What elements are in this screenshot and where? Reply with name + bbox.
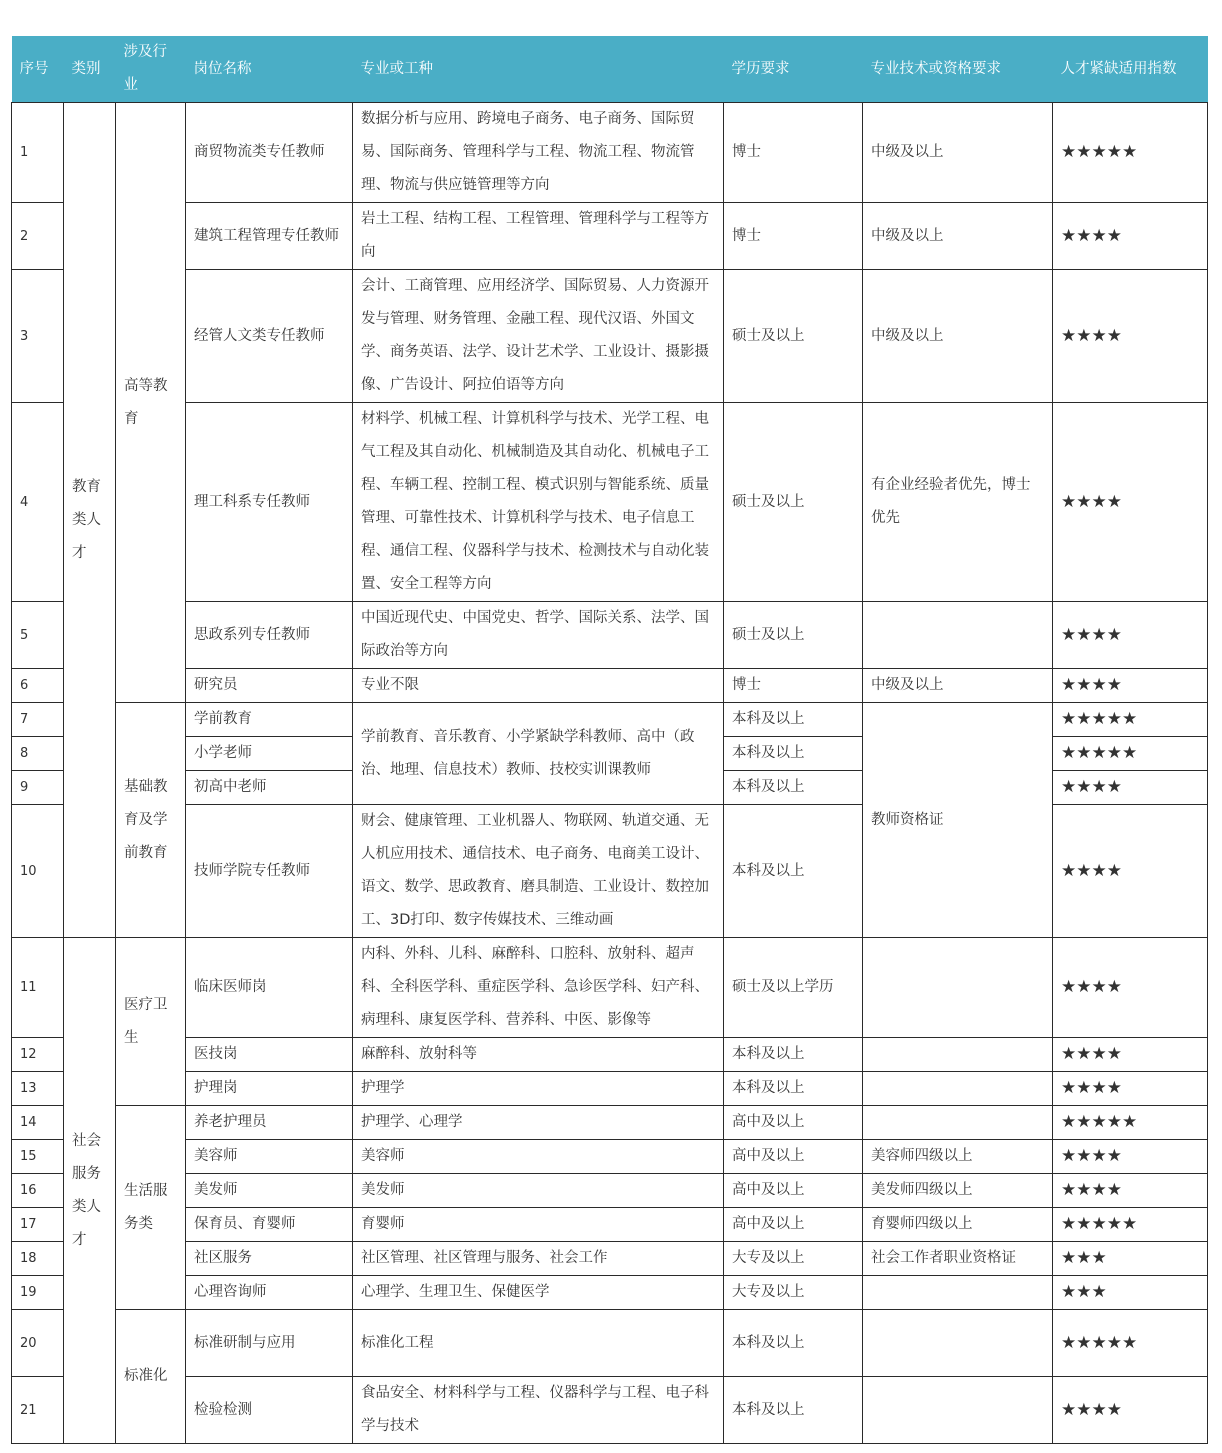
- header-index: 人才紧缺适用指数: [1053, 36, 1208, 103]
- post-cell: 初高中老师: [186, 771, 353, 805]
- star-rating: ★★★★: [1053, 203, 1208, 270]
- row-no: 14: [12, 1106, 64, 1140]
- row-no: 10: [12, 805, 64, 938]
- major-cell: 学前教育、音乐教育、小学紧缺学科教师、高中（政治、地理、信息技术）教师、技校实训课教师: [353, 703, 724, 805]
- major-cell: 会计、工商管理、应用经济学、国际贸易、人力资源开发与管理、财务管理、金融工程、现代汉语、外国文学、商务英语、法学、设计艺术学、工业设计、摄影摄像、广告设计、阿拉伯语等方向: [353, 270, 724, 403]
- star-rating: ★★★★: [1053, 602, 1208, 669]
- star-rating: ★★★★★: [1053, 737, 1208, 771]
- table-row: [12, 1276, 1208, 1310]
- education-cell: 本科及以上: [724, 1310, 863, 1377]
- qualification-cell: [863, 1310, 1053, 1377]
- row-no: 18: [12, 1242, 64, 1276]
- education-cell: 博士: [724, 669, 863, 703]
- star-rating: ★★★★: [1053, 1072, 1208, 1106]
- post-cell: 标准研制与应用: [186, 1310, 353, 1377]
- star-rating: ★★★★: [1053, 771, 1208, 805]
- qualification-cell: [863, 1276, 1053, 1310]
- table-row: [12, 1140, 1208, 1174]
- post-cell: 检验检测: [186, 1377, 353, 1444]
- post-cell: 医技岗: [186, 1038, 353, 1072]
- qualification-cell: [863, 1072, 1053, 1106]
- row-no: 12: [12, 1038, 64, 1072]
- major-cell: 美容师: [353, 1140, 724, 1174]
- major-cell: 美发师: [353, 1174, 724, 1208]
- qualification-cell: 中级及以上: [863, 270, 1053, 403]
- education-cell: 博士: [724, 103, 863, 203]
- row-no: 21: [12, 1377, 64, 1444]
- education-cell: 本科及以上: [724, 1072, 863, 1106]
- qualification-cell: 中级及以上: [863, 103, 1053, 203]
- star-rating: ★★★★★: [1053, 103, 1208, 203]
- major-cell: 心理学、生理卫生、保健医学: [353, 1276, 724, 1310]
- major-cell: 护理学、心理学: [353, 1106, 724, 1140]
- table-row: [12, 1208, 1208, 1242]
- row-no: 13: [12, 1072, 64, 1106]
- qualification-cell: [863, 1106, 1053, 1140]
- row-no: 5: [12, 602, 64, 669]
- row-no: 3: [12, 270, 64, 403]
- post-cell: 心理咨询师: [186, 1276, 353, 1310]
- row-no: 9: [12, 771, 64, 805]
- post-cell: 建筑工程管理专任教师: [186, 203, 353, 270]
- row-no: 8: [12, 737, 64, 771]
- major-cell: 食品安全、材料科学与工程、仪器科学与工程、电子科学与技术: [353, 1377, 724, 1444]
- row-no: 20: [12, 1310, 64, 1377]
- industry-cell: 医疗卫生: [116, 938, 186, 1106]
- header-category: 类别: [64, 36, 116, 103]
- qualification-cell: [863, 1038, 1053, 1072]
- education-cell: 本科及以上: [724, 737, 863, 771]
- table-row: [12, 669, 1208, 703]
- qualification-cell: 有企业经验者优先，博士优先: [863, 403, 1053, 602]
- talent-table: [11, 36, 1208, 1444]
- qualification-cell: 育婴师四级以上: [863, 1208, 1053, 1242]
- table-row: [12, 703, 1208, 737]
- row-no: 16: [12, 1174, 64, 1208]
- qualification-cell: 美容师四级以上: [863, 1140, 1053, 1174]
- table-row: [12, 938, 1208, 1038]
- row-no: 2: [12, 203, 64, 270]
- header-post: 岗位名称: [186, 36, 353, 103]
- major-cell: 麻醉科、放射科等: [353, 1038, 724, 1072]
- education-cell: 本科及以上: [724, 703, 863, 737]
- education-cell: 硕士及以上: [724, 602, 863, 669]
- star-rating: ★★★★: [1053, 1174, 1208, 1208]
- header-no: 序号: [12, 36, 64, 103]
- post-cell: 临床医师岗: [186, 938, 353, 1038]
- star-rating: ★★★★★: [1053, 1106, 1208, 1140]
- row-no: 15: [12, 1140, 64, 1174]
- table-row: [12, 602, 1208, 669]
- category-cell: 教育类人才: [64, 103, 116, 938]
- header-qualification: 专业技术或资格要求: [863, 36, 1053, 103]
- post-cell: 商贸物流类专任教师: [186, 103, 353, 203]
- qualification-cell: 中级及以上: [863, 203, 1053, 270]
- table-row: [12, 1310, 1208, 1377]
- qualification-cell: [863, 602, 1053, 669]
- row-no: 1: [12, 103, 64, 203]
- star-rating: ★★★★: [1053, 403, 1208, 602]
- table-row: [12, 203, 1208, 270]
- star-rating: ★★★★: [1053, 1038, 1208, 1072]
- category-cell: 社会服务类人才: [64, 938, 116, 1444]
- star-rating: ★★★★: [1053, 938, 1208, 1038]
- post-cell: 思政系列专任教师: [186, 602, 353, 669]
- qualification-cell: [863, 1377, 1053, 1444]
- qualification-cell: [863, 938, 1053, 1038]
- qualification-cell: 美发师四级以上: [863, 1174, 1053, 1208]
- post-cell: 保育员、育婴师: [186, 1208, 353, 1242]
- education-cell: 硕士及以上: [724, 270, 863, 403]
- industry-cell: 基础教育及学前教育: [116, 703, 186, 938]
- major-cell: 内科、外科、儿科、麻醉科、口腔科、放射科、超声科、全科医学科、重症医学科、急诊医学科、妇产科、病理科、康复医学科、营养科、中医、影像等: [353, 938, 724, 1038]
- qualification-cell: 社会工作者职业资格证: [863, 1242, 1053, 1276]
- row-no: 11: [12, 938, 64, 1038]
- industry-cell: 高等教育: [116, 103, 186, 703]
- qualification-cell: 教师资格证: [863, 703, 1053, 938]
- star-rating: ★★★★★: [1053, 703, 1208, 737]
- education-cell: 硕士及以上学历: [724, 938, 863, 1038]
- post-cell: 理工科系专任教师: [186, 403, 353, 602]
- table-row: [12, 403, 1208, 602]
- post-cell: 社区服务: [186, 1242, 353, 1276]
- post-cell: 研究员: [186, 669, 353, 703]
- table-header-row: [12, 36, 1208, 103]
- post-cell: 技师学院专任教师: [186, 805, 353, 938]
- post-cell: 护理岗: [186, 1072, 353, 1106]
- major-cell: 岩土工程、结构工程、工程管理、管理科学与工程等方向: [353, 203, 724, 270]
- industry-cell: 生活服务类: [116, 1106, 186, 1310]
- header-major: 专业或工种: [353, 36, 724, 103]
- education-cell: 本科及以上: [724, 771, 863, 805]
- table-row: [12, 103, 1208, 203]
- major-cell: 护理学: [353, 1072, 724, 1106]
- education-cell: 高中及以上: [724, 1106, 863, 1140]
- row-no: 17: [12, 1208, 64, 1242]
- table-row: [12, 1377, 1208, 1444]
- education-cell: 高中及以上: [724, 1174, 863, 1208]
- star-rating: ★★★★: [1053, 805, 1208, 938]
- header-industry: 涉及行业: [116, 36, 186, 103]
- major-cell: 数据分析与应用、跨境电子商务、电子商务、国际贸易、国际商务、管理科学与工程、物流工程、物流管理、物流与供应链管理等方向: [353, 103, 724, 203]
- post-cell: 美发师: [186, 1174, 353, 1208]
- post-cell: 小学老师: [186, 737, 353, 771]
- major-cell: 财会、健康管理、工业机器人、物联网、轨道交通、无人机应用技术、通信技术、电子商务、电商美工设计、语文、数学、思政教育、磨具制造、工业设计、数控加工、3D打印、数字传媒技术、三维动画: [353, 805, 724, 938]
- major-cell: 社区管理、社区管理与服务、社会工作: [353, 1242, 724, 1276]
- star-rating: ★★★★★: [1053, 1310, 1208, 1377]
- education-cell: 大专及以上: [724, 1276, 863, 1310]
- post-cell: 养老护理员: [186, 1106, 353, 1140]
- star-rating: ★★★★: [1053, 1377, 1208, 1444]
- post-cell: 美容师: [186, 1140, 353, 1174]
- major-cell: 标准化工程: [353, 1310, 724, 1377]
- table-row: [12, 1072, 1208, 1106]
- education-cell: 本科及以上: [724, 805, 863, 938]
- star-rating: ★★★★: [1053, 669, 1208, 703]
- table-row: [12, 1242, 1208, 1276]
- education-cell: 本科及以上: [724, 1038, 863, 1072]
- education-cell: 硕士及以上: [724, 403, 863, 602]
- header-education: 学历要求: [724, 36, 863, 103]
- star-rating: ★★★: [1053, 1242, 1208, 1276]
- major-cell: 育婴师: [353, 1208, 724, 1242]
- major-cell: 专业不限: [353, 669, 724, 703]
- table-row: [12, 1174, 1208, 1208]
- education-cell: 博士: [724, 203, 863, 270]
- education-cell: 高中及以上: [724, 1208, 863, 1242]
- star-rating: ★★★★: [1053, 1140, 1208, 1174]
- star-rating: ★★★: [1053, 1276, 1208, 1310]
- education-cell: 大专及以上: [724, 1242, 863, 1276]
- table-row: [12, 270, 1208, 403]
- table-row: [12, 1106, 1208, 1140]
- star-rating: ★★★★: [1053, 270, 1208, 403]
- industry-cell: 标准化: [116, 1310, 186, 1444]
- row-no: 6: [12, 669, 64, 703]
- qualification-cell: 中级及以上: [863, 669, 1053, 703]
- education-cell: 高中及以上: [724, 1140, 863, 1174]
- row-no: 4: [12, 403, 64, 602]
- row-no: 7: [12, 703, 64, 737]
- post-cell: 学前教育: [186, 703, 353, 737]
- post-cell: 经管人文类专任教师: [186, 270, 353, 403]
- row-no: 19: [12, 1276, 64, 1310]
- major-cell: 材料学、机械工程、计算机科学与技术、光学工程、电气工程及其自动化、机械制造及其自动化、机械电子工程、车辆工程、控制工程、模式识别与智能系统、质量管理、可靠性技术、计算机科学与技术、电子信息工程、通信工程、仪器科学与技术、检测技术与自动化装置、安全工程等方向: [353, 403, 724, 602]
- education-cell: 本科及以上: [724, 1377, 863, 1444]
- major-cell: 中国近现代史、中国党史、哲学、国际关系、法学、国际政治等方向: [353, 602, 724, 669]
- star-rating: ★★★★★: [1053, 1208, 1208, 1242]
- table-row: [12, 1038, 1208, 1072]
